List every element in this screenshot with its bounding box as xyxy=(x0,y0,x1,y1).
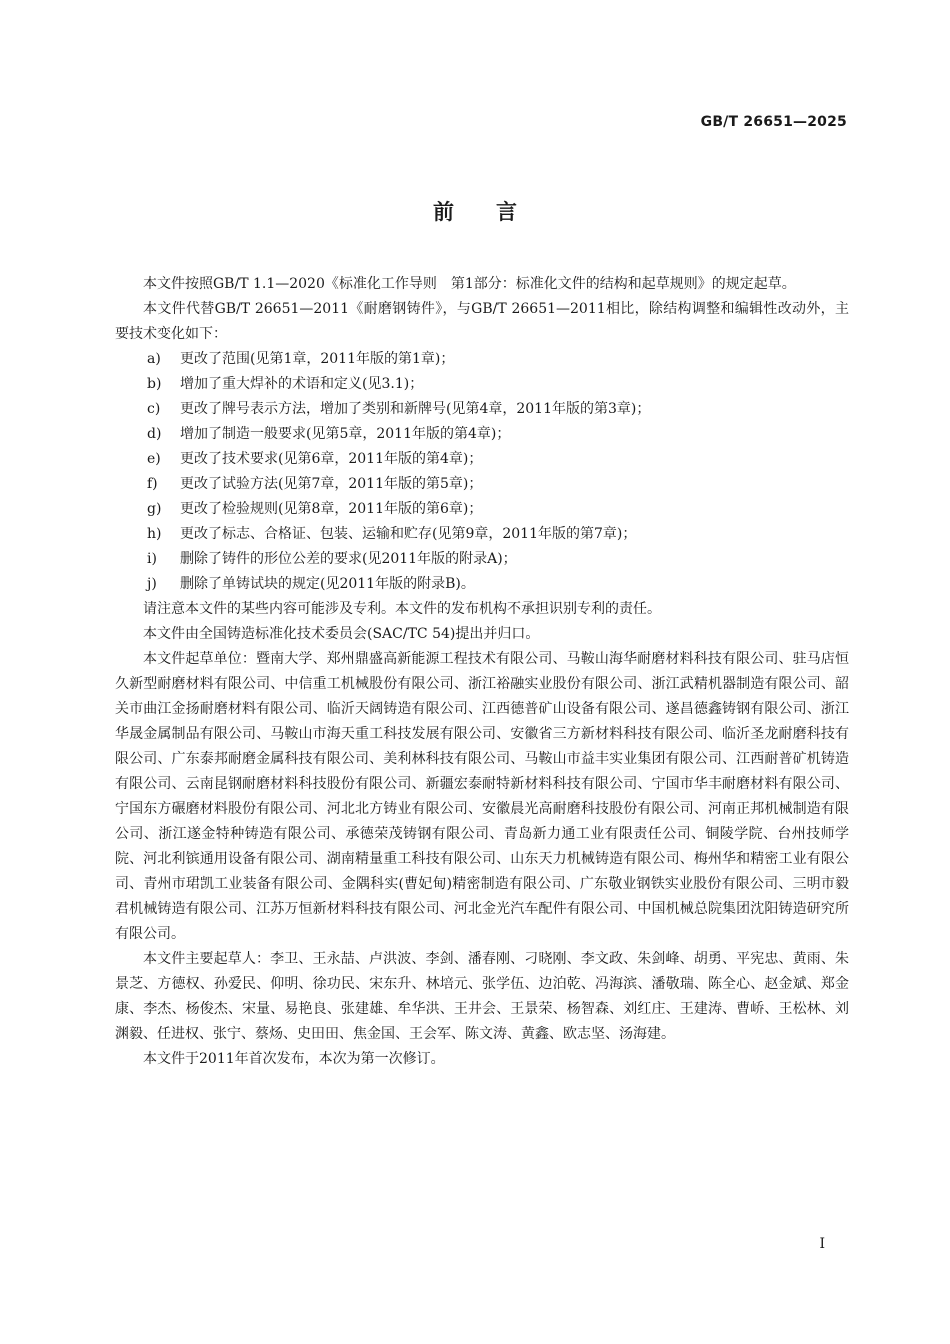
standard-number: GB/T 26651—2025 xyxy=(700,114,847,130)
history-paragraph: 本文件于2011年首次发布，本次为第一次修订。 xyxy=(143,1051,445,1067)
list-marker: e) xyxy=(147,451,161,467)
list-marker: a) xyxy=(147,351,161,367)
list-item-text: 删除了铸件的形位公差的要求(见2011年版的附录A)； xyxy=(180,551,517,567)
foreword-body xyxy=(115,272,849,1072)
list-item xyxy=(115,497,849,522)
list-marker: j) xyxy=(147,576,157,592)
list-marker: b) xyxy=(147,376,162,392)
list-item-text: 增加了制造一般要求(见第5章，2011年版的第4章)； xyxy=(180,426,511,442)
drafters-paragraph: 本文件主要起草人：李卫、王永喆、卢洪波、李剑、潘春刚、刁晓刚、李文政、朱剑峰、胡勇、平宪忠、黄雨、朱景芝、方德权、孙爱民、仰明、徐功民、宋东升、林培元、张学伍、边泊乾、冯海滨、潘敬瑞、陈全心、赵金斌、郑金康、李杰、杨俊杰、宋量、易艳良、张建雄、牟华洪、王井会、王景荣、杨智森、刘红庄、王建涛、曹峤、王松林、刘渊毅、任进权、张宁、蔡炀、史田田、焦金国、王会军、陈文涛、黄鑫、欧志坚、汤海建。 xyxy=(115,951,849,1042)
list-item xyxy=(115,347,849,372)
replacement-paragraph: 本文件代替GB/T 26651—2011《耐磨钢铸件》，与GB/T 26651—2011相比，除结构调整和编辑性改动外，主要技术变化如下： xyxy=(115,301,849,342)
list-marker: c) xyxy=(147,401,161,417)
list-item-text: 增加了重大焊补的术语和定义(见3.1)； xyxy=(180,376,424,392)
list-marker: i) xyxy=(147,551,157,567)
list-item xyxy=(115,572,849,597)
list-marker: d) xyxy=(147,426,162,442)
list-item-text: 删除了单铸试块的规定(见2011年版的附录B)。 xyxy=(180,576,475,592)
drafting-units-paragraph: 本文件起草单位：暨南大学、郑州鼎盛高新能源工程技术有限公司、马鞍山海华耐磨材料科技有限公司、驻马店恒久新型耐磨材料有限公司、中信重工机械股份有限公司、浙江裕融实业股份有限公司、浙江武精机器制造有限公司、韶关市曲江金扬耐磨材料有限公司、临沂天阔铸造有限公司、江西德普矿山设备有限公司、遂昌德鑫铸钢有限公司、浙江华晟金属制品有限公司、马鞍山市海天重工科技发展有限公司、安徽省三方新材料科技有限公司、临沂圣龙耐磨科技有限公司、广东泰邦耐磨金属科技有限公司、美利林科技有限公司、马鞍山市益丰实业集团有限公司、江西耐普矿机铸造有限公司、云南昆钢耐磨材料科技股份有限公司、新疆宏泰耐特新材料科技有限公司、宁国市华丰耐磨材料有限公司、宁国东方碾磨材料股份有限公司、河北北方铸业有限公司、安徽晨光高耐磨科技股份有限公司、河南正邦机械制造有限公司、浙江遂金特种铸造有限公司、承德荣茂铸钢有限公司、青岛新力通工业有限责任公司、铜陵学院、台州技师学院、河北利镔通用设备有限公司、湖南精量重工科技有限公司、山东天力机械铸造有限公司、梅州华和精密工业有限公司、青州市珺凯工业装备有限公司、金隅科实(曹妃甸)精密制造有限公司、广东敬业钢铁实业股份有限公司、三明市毅君机械铸造有限公司、江苏万恒新材料科技有限公司、河北金光汽车配件有限公司、中国机械总院集团沈阳铸造研究所有限公司。 xyxy=(115,651,849,942)
list-item-text: 更改了范围(见第1章，2011年版的第1章)； xyxy=(180,351,455,367)
list-item xyxy=(115,447,849,472)
list-item-text: 更改了检验规则(见第8章，2011年版的第6章)； xyxy=(180,501,483,517)
list-marker: h) xyxy=(147,526,162,542)
list-marker: f) xyxy=(147,476,158,492)
list-item-text: 更改了技术要求(见第6章，2011年版的第4章)； xyxy=(180,451,483,467)
list-item-text: 更改了标志、合格证、包装、运输和贮存(见第9章，2011年版的第7章)； xyxy=(180,526,637,542)
list-item xyxy=(115,522,849,547)
list-item xyxy=(115,422,849,447)
list-marker: g) xyxy=(147,501,162,517)
proposer-paragraph: 本文件由全国铸造标准化技术委员会(SAC/TC 54)提出并归口。 xyxy=(143,626,540,642)
list-item-text: 更改了牌号表示方法，增加了类别和新牌号(见第4章，2011年版的第3章)； xyxy=(180,401,651,417)
list-item xyxy=(115,372,849,397)
list-item xyxy=(115,397,849,422)
list-item xyxy=(115,547,849,572)
patent-notice-paragraph: 请注意本文件的某些内容可能涉及专利。本文件的发布机构不承担识别专利的责任。 xyxy=(143,601,661,617)
page-number: I xyxy=(819,1236,825,1252)
changes-list xyxy=(115,347,849,597)
list-item-text: 更改了试验方法(见第7章，2011年版的第5章)； xyxy=(180,476,483,492)
drafting-rules-paragraph: 本文件按照GB/T 1.1—2020《标准化工作导则 第1部分：标准化文件的结构和起草规则》的规定起草。 xyxy=(143,276,796,292)
list-item xyxy=(115,472,849,497)
page-title: 前言 xyxy=(433,200,559,224)
